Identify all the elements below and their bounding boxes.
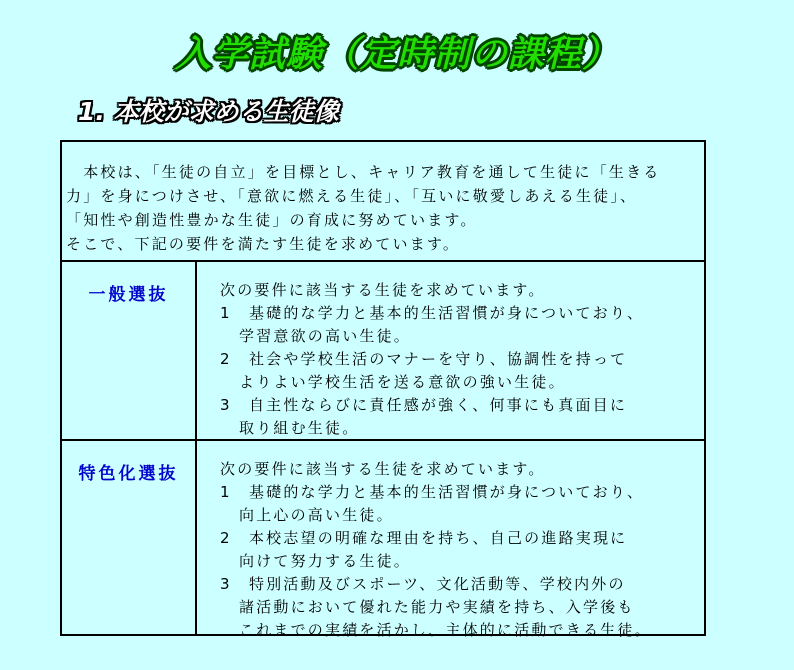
general-selection-row: [62, 262, 704, 441]
section-heading: 1. 本校が求める生徒像: [78, 97, 339, 126]
requirement-item: 3 自主性ならびに責任感が強く、何事にも真面目に: [220, 396, 628, 414]
general-selection-requirements: [220, 279, 700, 440]
intro-line: 力」を身につけさせ、「意欲に燃える生徒」、「互いに敬愛しあえる生徒」、: [66, 187, 638, 205]
requirements-table: [60, 140, 706, 639]
requirement-item-cont: これまでの実績を活かし、主体的に活動できる生徒。: [239, 621, 652, 639]
requirement-item-cont: 諸活動において優れた能力や実績を持ち、入学後も: [239, 598, 635, 616]
requirement-item-cont: 向けて努力する生徒。: [239, 552, 412, 570]
intro-line: そこで、下記の要件を満たす生徒を求めています。: [66, 235, 461, 253]
requirement-item: 1 基礎的な学力と基本的生活習慣が身についており、: [220, 483, 645, 501]
requirement-item-cont: 向上心の高い生徒。: [239, 506, 394, 524]
requirement-item: 2 社会や学校生活のマナーを守り、協調性を持って: [220, 350, 628, 368]
special-selection-requirements: [220, 458, 700, 642]
requirement-item: 1 基礎的な学力と基本的生活習慣が身についており、: [220, 304, 645, 322]
requirement-lead: 次の要件に該当する生徒を求めています。: [220, 281, 546, 299]
special-selection-label: 特色化選抜: [62, 441, 197, 634]
requirement-item-cont: よりよい学校生活を送る意欲の強い生徒。: [239, 373, 566, 391]
requirement-item: 2 本校志望の明確な理由を持ち、自己の進路実現に: [220, 529, 628, 547]
intro-line: 「知性や創造性豊かな生徒」の育成に努めています。: [66, 211, 478, 229]
page-title: 入学試験（定時制の課程）: [174, 34, 619, 75]
requirement-item: 3 特別活動及びスポーツ、文化活動等、学校内外の: [220, 575, 626, 593]
requirement-item-cont: 学習意欲の高い生徒。: [239, 327, 412, 345]
intro-line: 本校は、「生徒の自立」を目標とし、キャリア教育を通して生徒に「生きる: [66, 163, 661, 181]
requirement-item-cont: 取り組む生徒。: [239, 419, 360, 437]
general-selection-label: 一般選抜: [62, 262, 197, 439]
special-selection-row: [62, 441, 704, 639]
requirement-lead: 次の要件に該当する生徒を求めています。: [220, 460, 546, 478]
intro-paragraph: [62, 142, 704, 262]
